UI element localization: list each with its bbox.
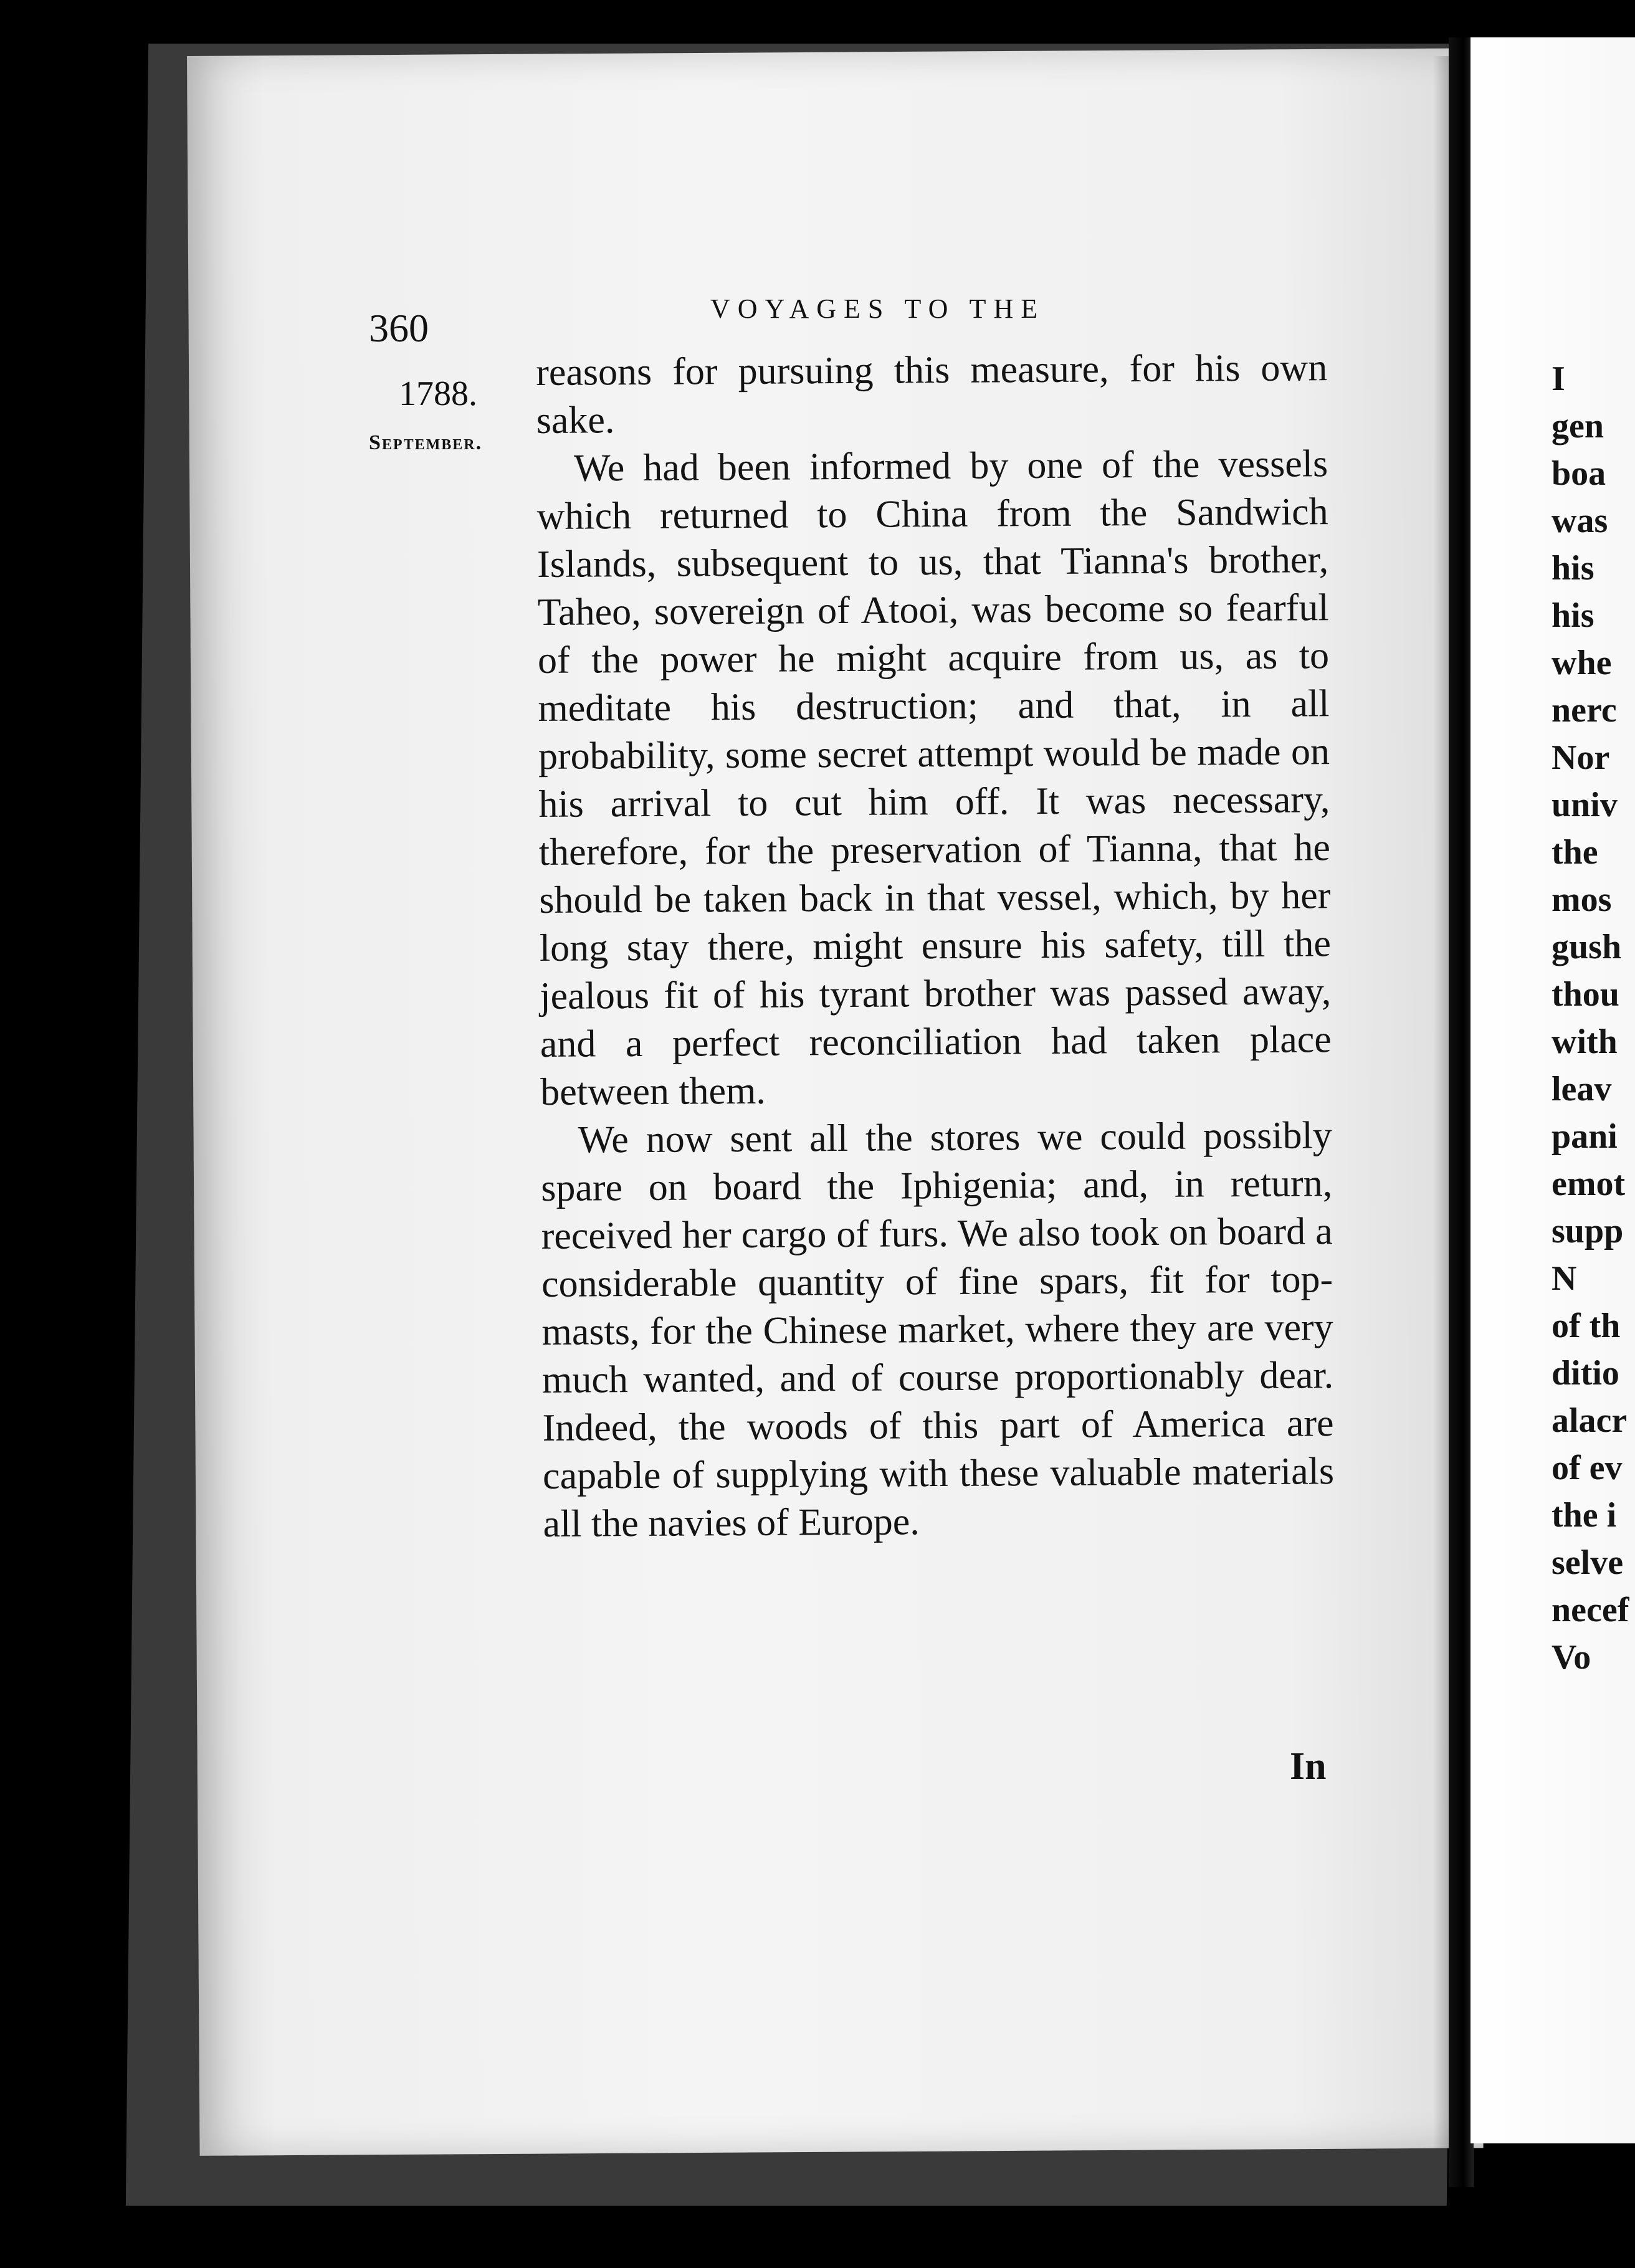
fragment-line: supp — [1552, 1212, 1624, 1251]
fragment-line: nerc — [1552, 691, 1617, 730]
fragment-line: his — [1552, 549, 1594, 588]
fragment-line: Nor — [1552, 738, 1610, 777]
right-page-fragments — [1552, 355, 1635, 1681]
fragment-line: the i — [1552, 1496, 1617, 1535]
fragment-line: the — [1552, 833, 1598, 872]
running-head: VOYAGES TO THE — [710, 293, 1046, 324]
fragment-line: of ev — [1552, 1449, 1623, 1487]
fragment-line: selve — [1552, 1543, 1624, 1582]
fragment-line: N — [1552, 1259, 1577, 1298]
fragment-line: thou — [1552, 975, 1619, 1014]
fragment-line: gush — [1552, 928, 1622, 966]
page-fold — [1449, 37, 1474, 2187]
fragment-line: his — [1552, 596, 1594, 635]
fragment-line: with — [1552, 1022, 1618, 1061]
fragment-line: alacr — [1552, 1401, 1628, 1440]
fragment-line: boa — [1552, 454, 1606, 493]
margin-note-year: 1788. — [399, 374, 477, 413]
fragment-line: necef — [1552, 1591, 1629, 1629]
paragraph-tianna: We had been informed by one of the vessels which returned to China from the Sandwich Islands, subsequent to us, that Tianna's brother, Taheo, sovereign of Atooi, was become so fearful of the power he might acquire from us, as to meditate his destruction; and that, in all probability, some secret attempt would be made on his arrival to cut him off. It was necessary, therefore, for the preservation of Tianna, that he should be taken back in that vessel, which, by her long stay there, might ensure his safety, till the jealous fit of his tyrant brother was passed away, and a perfect reconciliation had taken place between them. — [536, 442, 1332, 1113]
fragment-line: I — [1552, 360, 1565, 398]
fragment-line: leav — [1552, 1070, 1612, 1108]
fragment-line: whe — [1552, 644, 1612, 682]
paragraph-continuation: reasons for pursuing this measure, for his own sake. — [536, 346, 1328, 442]
fragment-line: univ — [1552, 786, 1618, 824]
page-number: 360 — [369, 306, 429, 350]
catchword: In — [1290, 1745, 1327, 1788]
fragment-line: gen — [1552, 407, 1604, 446]
fragment-line: emot — [1552, 1165, 1626, 1203]
fragment-line: Vo — [1552, 1638, 1591, 1677]
fragment-line: mos — [1552, 880, 1612, 919]
fragment-line: ditio — [1552, 1354, 1619, 1393]
fragment-line: of th — [1552, 1307, 1621, 1345]
paragraph-stores: We now sent all the stores we could possibly spare on board the Iphigenia; and, in return, received her cargo of furs. We also took on board a considerable quantity of fine spars, fit for top-masts, for the Chinese market, where they are very much wanted, and of course proportionably dear. Indeed, the woods of this part of America are capable of supplying with these valuable materials all the navies of Europe. — [541, 1114, 1335, 1545]
margin-note-month: September. — [369, 431, 483, 454]
body-text — [536, 344, 1335, 1548]
fragment-line: pani — [1552, 1117, 1618, 1156]
fragment-line: was — [1552, 502, 1608, 540]
